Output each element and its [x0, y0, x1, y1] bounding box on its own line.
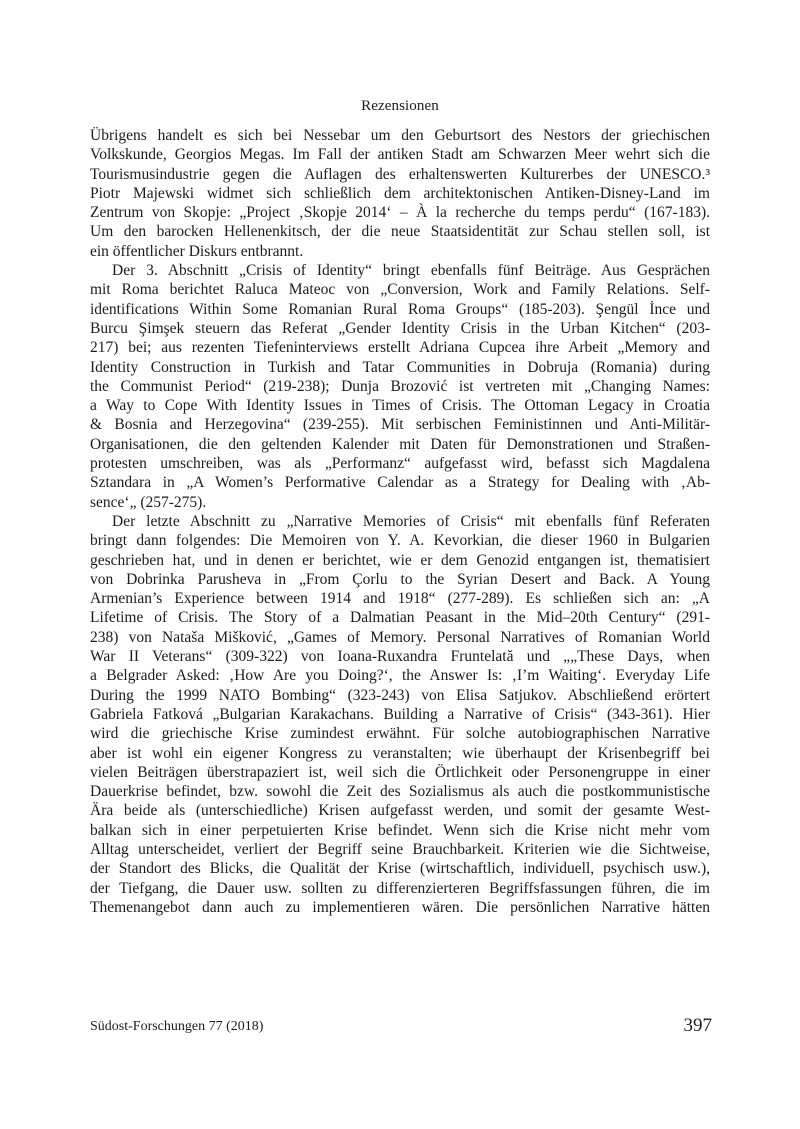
text-line: Dauerkrise befindet, bzw. sowohl die Zeit des Sozialismus als auch die postkommunistische [90, 783, 710, 801]
text-line: a Way to Cope With Identity Issues in Times of Crisis. The Ottoman Legacy in Croatia [90, 397, 710, 415]
text-line: 217) bei; aus rezenten Tiefeninterviews erstellt Adriana Cupcea ihre Arbeit „Memory and [90, 339, 710, 357]
text-line: bringt dann folgendes: Die Memoiren von Y. A. Kevorkian, die dieser 1960 in Bulgarien [90, 532, 710, 550]
text-line: Sztandara in „A Women’s Performative Calendar as a Strategy for Dealing with ‚Ab- [90, 474, 710, 492]
text-line: & Bosnia and Herzegovina“ (239-255). Mit serbischen Feministinnen und Anti-Militär- [90, 416, 710, 434]
text-line: sence‘„ (257-275). [90, 493, 207, 511]
text-line: Burcu Şimşek steuern das Referat „Gender Identity Crisis in the Urban Kitchen“ (203- [90, 319, 710, 337]
text-line: aber ist wohl ein eigener Kongress zu veranstalten; wie überhaupt der Krisenbegriff bei [90, 744, 710, 762]
text-line: Alltag unterscheidet, verliert der Begriff seine Brauchbarkeit. Kriterien wie die Sichtweise, [90, 840, 710, 858]
text-line: Organisationen, die den geltenden Kalender mit Daten für Demonstrationen und Straßen- [90, 435, 710, 453]
review-body-text [90, 126, 710, 917]
text-line: balkan sich in einer perpetuierten Krise befindet. Wenn sich die Krise nicht mehr vom [90, 821, 710, 839]
text-line: Gabriela Fatková „Bulgarian Karakachans. Building a Narrative of Crisis“ (343-361). Hier [90, 705, 710, 723]
text-line: the Communist Period“ (219-238); Dunja Brozović ist vertreten mit „Changing Names: [90, 377, 710, 395]
text-line: Piotr Majewski widmet sich schließlich dem architektonischen Antiken-Disney-Land im [90, 184, 710, 202]
text-line: geschrieben hat, und in denen er berichtet, wie er dem Genozid entgangen ist, thematisiert [90, 551, 710, 569]
text-line: protesten umschreiben, was als „Performanz“ aufgefasst wird, befasst sich Magdalena [90, 455, 710, 473]
text-line: Volkskunde, Georgios Megas. Im Fall der antiken Stadt am Schwarzen Meer wehrt sich die [90, 146, 710, 164]
page-number: 397 [683, 1015, 712, 1036]
text-line: Armenian’s Experience between 1914 and 1918“ (277-289). Es schließen sich an: „A [90, 590, 710, 608]
text-line: Tourismusindustrie gegen die Auflagen des erhaltenswerten Kulturerbes der UNESCO.³ [90, 165, 710, 183]
text-line: Ära beide als (unterschiedliche) Krisen aufgefasst werden, und somit der gesamte West- [90, 802, 710, 820]
text-line: Zentrum von Skopje: „Project ‚Skopje 2014‘ – À la recherche du temps perdu“ (167-183). [90, 204, 710, 222]
text-line: War II Veterans“ (309-322) von Ioana-Ruxandra Fruntelată und „„These Days, when [90, 648, 710, 666]
running-header: Rezensionen [361, 98, 439, 114]
text-line: Lifetime of Crisis. The Story of a Dalmatian Peasant in the Mid–20th Century“ (291- [90, 609, 710, 627]
text-line: der Standort des Blicks, die Qualität der Krise (wirtschaftlich, individuell, psychisch usw.), [90, 860, 710, 878]
text-line: identifications Within Some Romanian Rural Roma Groups“ (185-203). Şengül İnce und [90, 300, 710, 318]
text-line: Themenangebot dann auch zu implementieren wären. Die persönlichen Narrative hätten [90, 898, 710, 916]
text-line: Um den barocken Hellenenkitsch, der die neue Staatsidentität zur Schau stellen soll, ist [90, 223, 710, 241]
text-line: mit Roma berichtet Raluca Mateoc von „Conversion, Work and Family Relations. Self- [90, 281, 710, 299]
text-line: von Dobrinka Parusheva in „From Çorlu to the Syrian Desert and Back. A Young [90, 570, 710, 588]
text-line: a Belgrader Asked: ‚How Are you Doing?‘, the Answer Is: ‚I’m Waiting‘. Everyday Life [90, 667, 710, 685]
text-line: Der letzte Abschnitt zu „Narrative Memories of Crisis“ mit ebenfalls fünf Referaten [112, 512, 710, 530]
text-line: Übrigens handelt es sich bei Nessebar um den Geburtsort des Nestors der griechischen [90, 127, 710, 144]
text-line: vielen Beiträgen überstrapaziert ist, weil sich die Örtlichkeit oder Personengruppe in einer [90, 763, 710, 781]
text-line: ein öffentlicher Diskurs entbrannt. [90, 242, 304, 260]
journal-footer: Südost-Forschungen 77 (2018) [90, 1019, 264, 1034]
text-line: der Tiefgang, die Dauer usw. sollten zu differenzierteren Begriffsfassungen führen, die im [90, 879, 710, 897]
text-line: Identity Construction in Turkish and Tatar Communities in Dobruja (Romania) during [90, 358, 710, 376]
text-line: wird die griechische Krise zumindest erwähnt. Für solche autobiographischen Narrative [90, 725, 710, 743]
text-line: Der 3. Abschnitt „Crisis of Identity“ bringt ebenfalls fünf Beiträge. Aus Gesprächen [112, 262, 710, 280]
text-line: During the 1999 NATO Bombing“ (323-243) von Elisa Satjukov. Abschließend erörtert [90, 686, 710, 704]
text-line: 238) von Nataša Mišković, „Games of Memory. Personal Narratives of Romanian World [90, 628, 710, 646]
